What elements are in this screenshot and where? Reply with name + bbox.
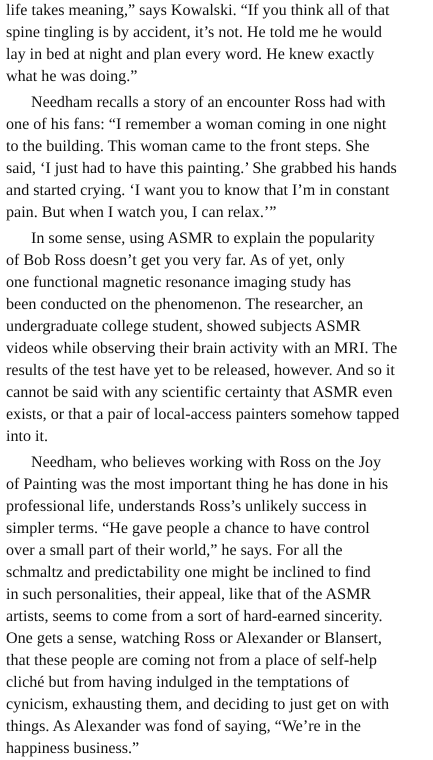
text-line: In some sense, using ASMR to explain the popularity — [31, 230, 375, 247]
text-line: and started crying. ‘I want you to know that I’m in constant — [6, 182, 390, 199]
text-line: videos while observing their brain activity with an MRI. The — [6, 340, 398, 357]
text-line: undergraduate college student, showed subjects ASMR — [6, 318, 361, 335]
text-line: cannot be said with any scientific certainty that ASMR even — [6, 384, 393, 401]
text-line: into it. — [6, 428, 49, 445]
text-line: cynicism, exhausting them, and deciding to just get on with — [6, 696, 390, 713]
text-line: one functional magnetic resonance imaging study has — [6, 274, 352, 291]
text-line: results of the test have yet to be released, however. And so it — [6, 362, 395, 379]
paragraph-2 — [6, 92, 427, 224]
text-line: artists, seems to come from a sort of hard-earned sincerity. — [6, 608, 383, 625]
text-line: One gets a sense, watching Ross or Alexander or Blansert, — [6, 630, 382, 647]
paragraph-3 — [6, 228, 427, 448]
text-line: one of his fans: “I remember a woman coming in one night — [6, 116, 387, 133]
text-line: to the building. This woman came to the front steps. She — [6, 138, 370, 155]
text-line: spine tingling is by accident, it’s not. He told me he would — [6, 24, 382, 41]
text-line: Needham, who believes working with Ross on the Joy — [31, 454, 381, 471]
text-line: exists, or that a pair of local-access painters somehow tapped — [6, 406, 400, 423]
text-line: professional life, understands Ross’s unlikely success in — [6, 498, 367, 515]
text-line: that these people are coming not from a place of self-help — [6, 652, 377, 669]
text-line: been conducted on the phenomenon. The researcher, an — [6, 296, 363, 313]
text-line: what he was doing.” — [6, 68, 138, 85]
text-line: life takes meaning,” says Kowalski. “If you think all of that — [6, 2, 390, 19]
paragraph-4 — [6, 452, 427, 760]
text-line: cliché but from having indulged in the temptations of — [6, 674, 350, 691]
text-line: of Painting was the most important thing he has done in his — [6, 476, 389, 493]
text-line: pain. But when I watch you, I can relax.’” — [6, 204, 277, 221]
text-line: of Bob Ross doesn’t get you very far. As of yet, only — [6, 252, 345, 269]
text-line: simpler terms. “He gave people a chance to have control — [6, 520, 370, 537]
text-line: over a small part of their world,” he says. For all the — [6, 542, 343, 559]
text-line: happiness business.” — [6, 740, 140, 757]
text-line: in such personalities, their appeal, like that of the ASMR — [6, 586, 372, 603]
text-line: said, ‘I just had to have this painting.’ She grabbed his hands — [6, 160, 397, 177]
text-line: schmaltz and predictability one might be inclined to find — [6, 564, 371, 581]
text-line: Needham recalls a story of an encounter Ross had with — [31, 94, 386, 111]
paragraph-1 — [6, 0, 427, 88]
text-line: things. As Alexander was fond of saying, “We’re in the — [6, 718, 361, 735]
text-line: lay in bed at night and plan every word. He knew exactly — [6, 46, 375, 63]
